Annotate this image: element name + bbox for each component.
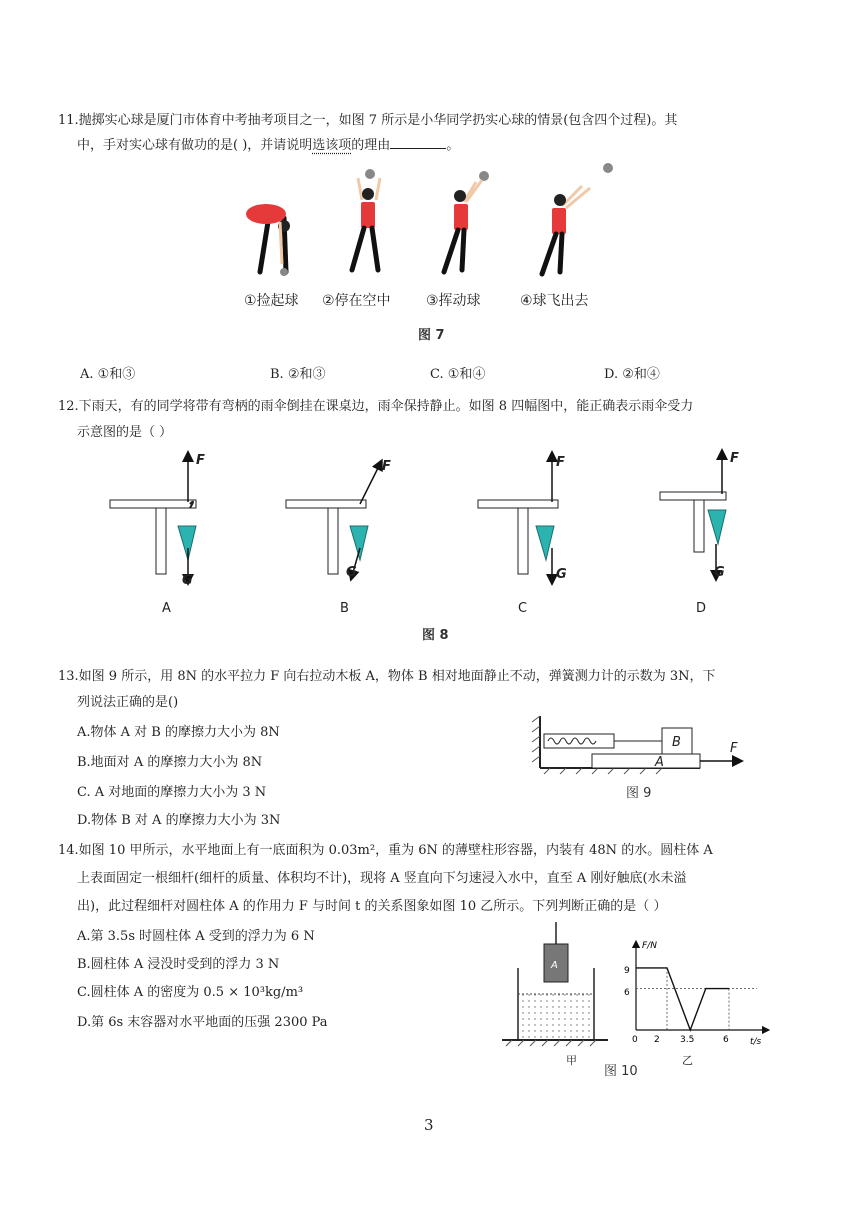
force-time-series-line — [636, 968, 729, 1030]
q13-option-b: B.地面对 A 的摩擦力大小为 8N — [77, 755, 263, 770]
q11-line1: 11.抛掷实心球是厦门市体育中考抽考项目之一，如图 7 所示是小华同学扔实心球的情景(包含四个过程)。其 — [58, 113, 678, 128]
q14-line3: 出)，此过程细杆对圆柱体 A 的作用力 F 与时间 t 的关系图象如图 10 乙所示。下列判断正确的是（ ） — [77, 899, 667, 914]
q14-option-c: C.圆柱体 A 的密度为 0.5 × 10³kg/m³ — [77, 985, 304, 1000]
panel-c-diagram — [478, 456, 558, 580]
stage-label-1: ①捡起球 — [244, 293, 299, 309]
stage-4-ball — [603, 163, 613, 173]
q11-option-b: B. ②和③ — [270, 367, 326, 382]
q13-line2: 列说法正确的是() — [77, 695, 179, 710]
board-a — [592, 754, 700, 768]
q14-option-b: B.圆柱体 A 浸没时受到的浮力 3 N — [77, 957, 280, 972]
y-axis-label: F/N — [642, 941, 657, 951]
x-tick-6: 6 — [723, 1035, 729, 1045]
panel-a-force-f: F — [196, 453, 205, 468]
figure-10-yi-label: 乙 — [682, 1054, 693, 1067]
figure-7-throwing-stages — [240, 160, 630, 310]
x-tick-2: 2 — [654, 1035, 660, 1045]
panel-d-force-g: G — [714, 565, 725, 580]
panel-c-label: C — [518, 601, 528, 616]
figure-10-container — [498, 922, 610, 1050]
panel-c-force-f: F — [556, 455, 565, 470]
page-number: 3 — [424, 1116, 434, 1134]
force-f-label: F — [730, 741, 738, 756]
q14-line1: 14.如图 10 甲所示，水平地面上有一底面积为 0.03m²，重为 6N 的薄壁柱形容器，内装有 48N 的水。圆柱体 A — [58, 843, 713, 858]
q14-option-d: D.第 6s 末容器对水平地面的压强 2300 Pa — [77, 1015, 328, 1030]
block-b-label: B — [672, 735, 681, 750]
panel-d-diagram — [660, 454, 726, 576]
figure-10-caption: 图 10 — [604, 1064, 638, 1079]
q11-option-d: D. ②和④ — [604, 367, 660, 382]
panel-d-force-f: F — [730, 451, 739, 466]
x-tick-3-5: 3.5 — [680, 1035, 695, 1045]
q13-option-d: D.物体 B 对 A 的摩擦力大小为 3N — [77, 813, 281, 828]
panel-b-force-g: G — [346, 565, 357, 580]
figure-10-force-time-graph — [620, 938, 770, 1048]
figure-10-jia-label: 甲 — [566, 1054, 577, 1067]
cylinder-a-label: A — [551, 960, 558, 971]
figure-9-spring-diagram — [530, 712, 750, 776]
board-a-label: A — [655, 755, 664, 770]
x-tick-0: 0 — [632, 1035, 638, 1045]
panel-d-label: D — [696, 601, 707, 616]
figure-8-caption: 图 8 — [422, 628, 449, 643]
stage-label-2: ②停在空中 — [322, 293, 391, 309]
y-tick-9: 9 — [624, 966, 630, 976]
stage-label-3: ③挥动球 — [426, 293, 481, 309]
panel-a-label: A — [162, 601, 171, 616]
stage-label-4: ④球飞出去 — [520, 293, 589, 309]
q14-line2: 上表面固定一根细杆(细杆的质量、体积均不计)，现将 A 竖直向下匀速浸入水中，直至 A 刚好触底(水未溢 — [77, 871, 687, 886]
stage-1-shirt — [246, 204, 286, 224]
q11-option-a: A. ①和③ — [80, 367, 136, 382]
y-tick-6: 6 — [624, 988, 630, 998]
figure-9-caption: 图 9 — [626, 786, 652, 801]
panel-b-force-f: F — [382, 459, 391, 474]
q14-option-a: A.第 3.5s 时圆柱体 A 受到的浮力为 6 N — [77, 929, 315, 944]
q11-option-c: C. ①和④ — [430, 367, 486, 382]
q11-line2: 中，手对实心球有做功的是( )，并请说明选该项的理由 。 — [77, 138, 460, 153]
panel-c-force-g: G — [556, 567, 567, 582]
panel-a-force-g: G — [182, 573, 193, 588]
stage-1-ball — [280, 268, 288, 276]
stage-3-ball — [479, 171, 489, 181]
q12-line2: 示意图的是（ ） — [77, 425, 173, 440]
figure-7-caption: 图 7 — [418, 328, 445, 343]
q13-option-a: A.物体 A 对 B 的摩擦力大小为 8N — [77, 725, 280, 740]
panel-b-label: B — [340, 601, 349, 616]
panel-a-diagram — [110, 456, 196, 580]
panel-b-diagram — [286, 464, 380, 576]
stage-2-ball — [365, 169, 375, 179]
q13-line1: 13.如图 9 所示，用 8N 的水平拉力 F 向右拉动木板 A，物体 B 相对地面静止不动，弹簧测力计的示数为 3N，下 — [58, 669, 716, 684]
x-axis-label: t/s — [750, 1037, 762, 1047]
q12-line1: 12.下雨天，有的同学将带有弯柄的雨伞倒挂在课桌边，雨伞保持静止。如图 8 四幅图中，能正确表示雨伞受力 — [58, 399, 694, 414]
q13-option-c: C. A 对地面的摩擦力大小为 3 N — [77, 785, 267, 800]
